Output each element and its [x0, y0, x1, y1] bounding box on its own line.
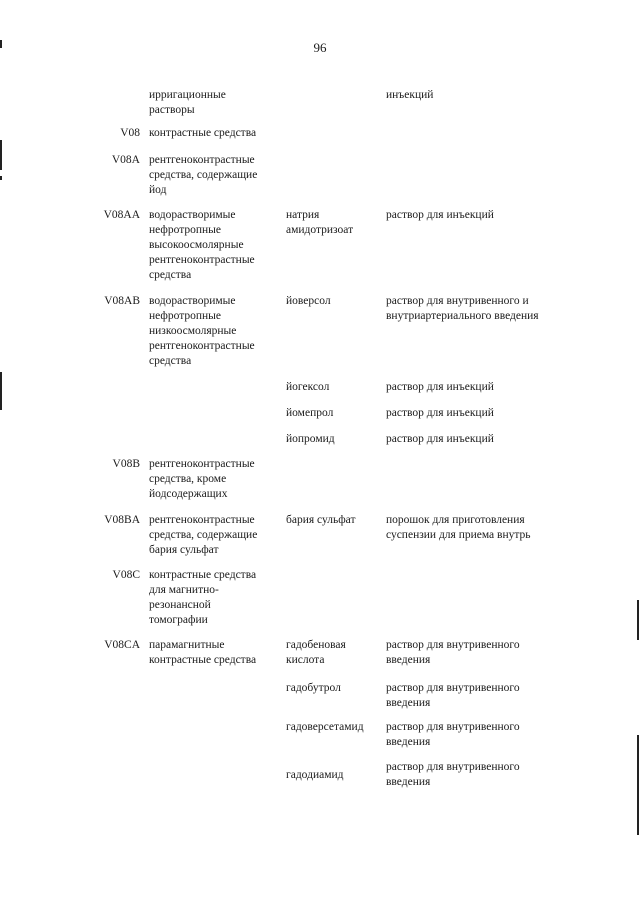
atc-code: V08B [112, 458, 140, 470]
drug-name: гадобеновая кислота [286, 639, 346, 666]
drug-name: йогексол [286, 381, 330, 393]
dosage-form: раствор для инъекций [386, 407, 494, 419]
drug-name: гадодиамид [286, 769, 344, 781]
group-name: парамагнитные контрастные средства [149, 639, 257, 666]
page-number: 96 [313, 40, 327, 55]
dosage-form: раствор для внутривенного и внутриартериального введения [386, 295, 539, 322]
dosage-form: порошок для приготовления суспензии для приема внутрь [386, 514, 531, 541]
atc-code: V08C [112, 569, 140, 581]
group-name: ирригационные растворы [149, 89, 226, 116]
group-name: контрастные средства [149, 127, 257, 139]
drug-name: йопромид [286, 433, 335, 445]
drug-name: натрия амидотризоат [286, 209, 354, 236]
dosage-form: раствор для инъекций [386, 381, 494, 393]
atc-code: V08AA [103, 209, 140, 221]
drug-name: йоверсол [286, 295, 331, 307]
atc-code: V08 [120, 127, 140, 139]
dosage-form: раствор для внутривенного введения [386, 639, 520, 666]
group-name: рентгеноконтрастные средства, кроме йодсодержащих [149, 458, 255, 500]
dosage-form: раствор для внутривенного введения [386, 721, 520, 748]
scan-mark [0, 140, 2, 170]
dosage-form: раствор для внутривенного введения [386, 682, 520, 709]
atc-code: V08A [111, 154, 140, 166]
drug-name: гадобутрол [286, 682, 341, 694]
drug-name: йомепрол [286, 407, 334, 419]
group-name: рентгеноконтрастные средства, содержащие бария сульфат [149, 514, 258, 556]
scan-mark [637, 735, 639, 835]
atc-code: V08BA [104, 514, 140, 526]
scan-mark [0, 176, 2, 180]
scan-mark [0, 40, 2, 48]
group-name: водорастворимые нефротропные высокоосмолярные рентгеноконтрастные средства [149, 209, 255, 281]
scan-mark [637, 600, 639, 640]
scan-mark [0, 372, 2, 410]
dosage-form: раствор для инъекций [386, 433, 494, 445]
drug-name: бария сульфат [286, 514, 356, 526]
atc-code: V08AB [104, 295, 140, 307]
atc-code: V08CA [104, 639, 140, 651]
group-name: рентгеноконтрастные средства, содержащие йод [149, 154, 258, 196]
drug-name: гадоверсетамид [286, 721, 364, 733]
dosage-form: инъекций [386, 89, 434, 101]
group-name: контрастные средства для магнитно-резонансной томографии [149, 569, 257, 626]
dosage-form: раствор для внутривенного введения [386, 761, 520, 788]
dosage-form: раствор для инъекций [386, 209, 494, 221]
group-name: водорастворимые нефротропные низкоосмолярные рентгеноконтрастные средства [149, 295, 255, 367]
